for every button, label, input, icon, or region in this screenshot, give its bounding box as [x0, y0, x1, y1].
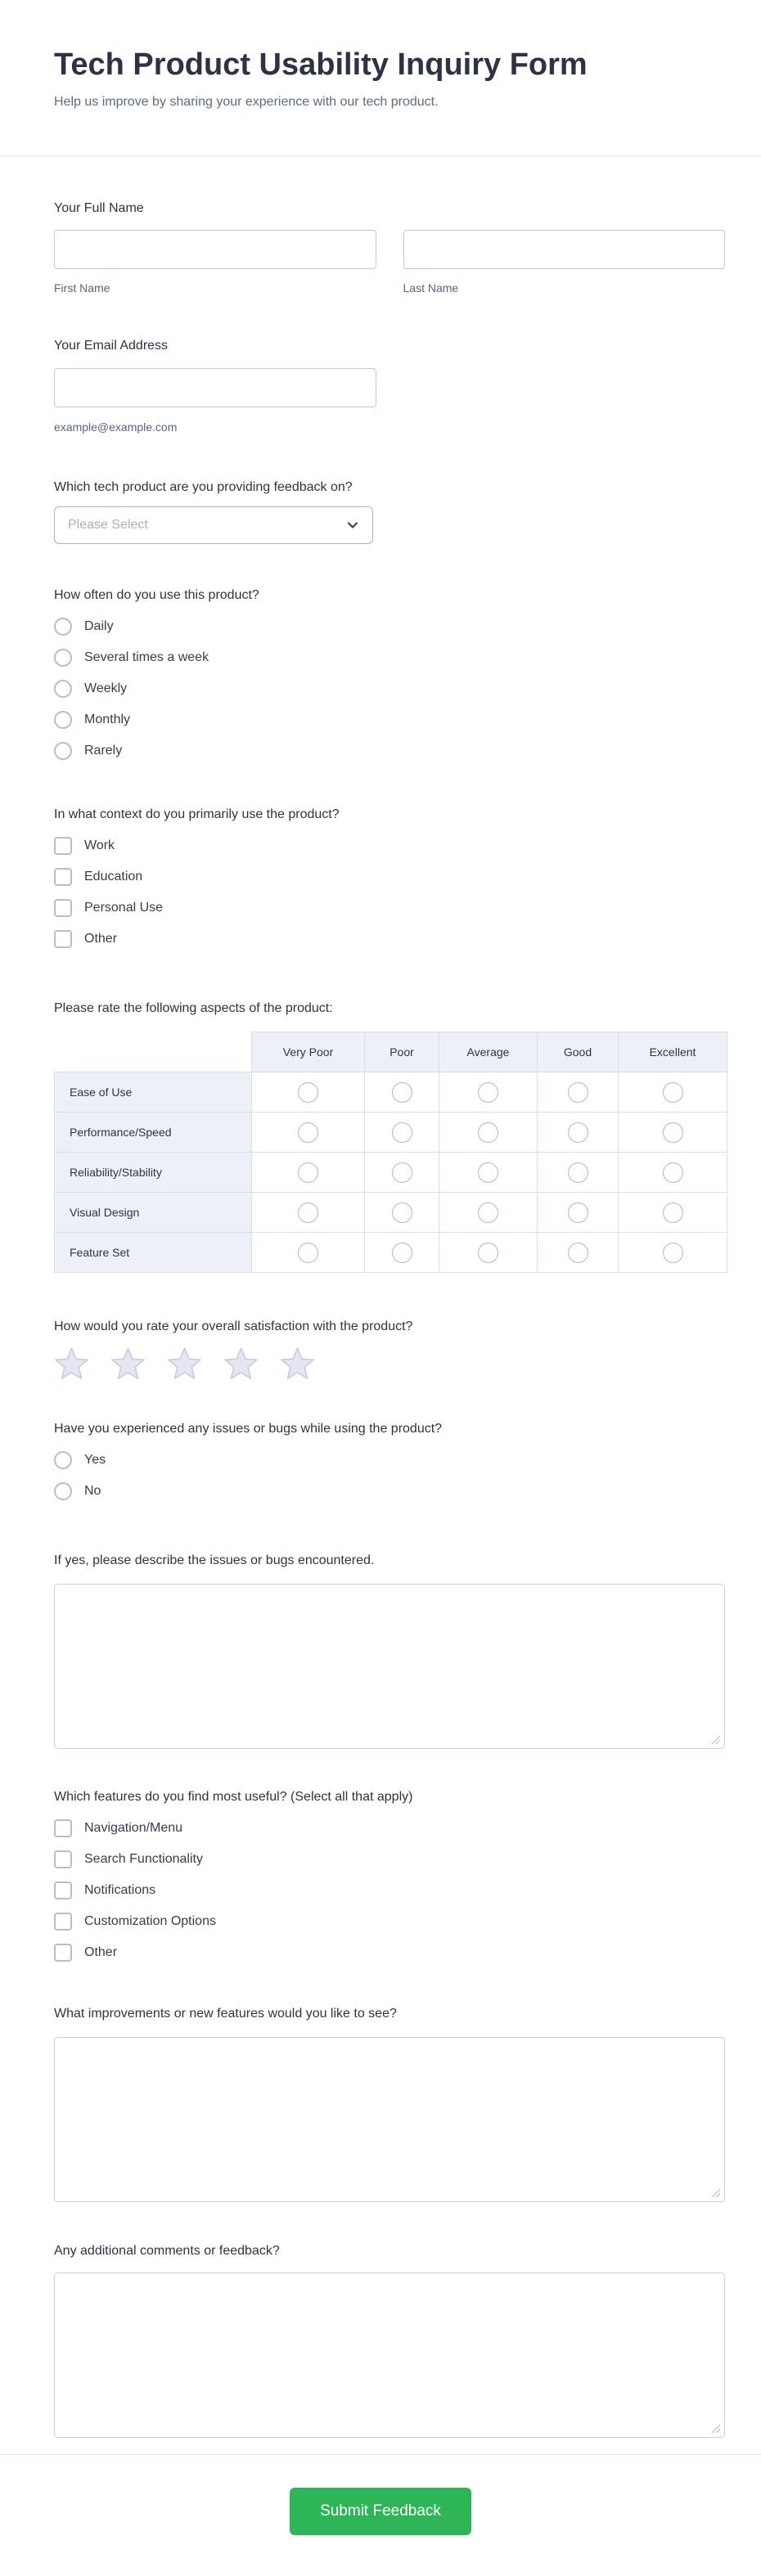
question-frequency: [54, 587, 725, 760]
page-subtitle: Help us improve by sharing your experience with our tech product.: [54, 95, 439, 109]
checkbox-option-personal-use[interactable]: [54, 899, 725, 917]
matrix-row-visual-design: [55, 1193, 727, 1233]
question-label: Your Full Name: [54, 201, 144, 215]
star-icon[interactable]: [223, 1346, 259, 1382]
matrix-col-header-excellent: Excellent: [619, 1032, 727, 1072]
radio-icon[interactable]: [478, 1122, 498, 1143]
matrix-cell-feature-set-very-poor[interactable]: [252, 1233, 365, 1273]
email-input[interactable]: [54, 368, 376, 407]
matrix-cell-reliability-stability-average[interactable]: [439, 1153, 538, 1193]
radio-icon[interactable]: [663, 1243, 683, 1263]
textarea-wrap: [54, 2037, 725, 2202]
matrix-row-label: Reliability/Stability: [55, 1153, 252, 1193]
matrix-cell-feature-set-excellent[interactable]: [619, 1233, 727, 1273]
question-label: What improvements or new features would you like to see?: [54, 2007, 397, 2021]
star-icon[interactable]: [167, 1346, 202, 1382]
first-name-input[interactable]: [54, 230, 376, 269]
matrix-cell-feature-set-average[interactable]: [439, 1233, 538, 1273]
last-name-sublabel: Last Name: [403, 281, 459, 294]
radio-option-several-times-a-week[interactable]: [54, 649, 725, 667]
option-label: Notifications: [84, 1883, 156, 1897]
option-label: Other: [84, 1945, 118, 1959]
resize-handle-icon[interactable]: [711, 1735, 721, 1745]
radio-icon[interactable]: [663, 1082, 683, 1103]
matrix-cell-performance-speed-poor[interactable]: [365, 1113, 439, 1153]
page-title: Tech Product Usability Inquiry Form: [54, 47, 588, 82]
option-label: Search Functionality: [84, 1852, 203, 1866]
radio-icon[interactable]: [54, 1451, 72, 1469]
radio-icon[interactable]: [663, 1122, 683, 1143]
question-issues-description: [54, 1553, 725, 1749]
question-label: How would you rate your overall satisfaction with the product?: [54, 1319, 413, 1333]
product-select[interactable]: [54, 506, 373, 544]
last-name-input[interactable]: [403, 230, 726, 269]
radio-icon[interactable]: [298, 1122, 318, 1143]
star-icon[interactable]: [54, 1346, 89, 1382]
question-matrix: [54, 1000, 725, 1273]
radio-option-monthly[interactable]: [54, 711, 725, 729]
matrix-cell-reliability-stability-good[interactable]: [538, 1153, 619, 1193]
matrix-col-header-average: Average: [439, 1032, 538, 1072]
question-full-name: [54, 200, 725, 295]
option-label: Several times a week: [84, 650, 209, 664]
checkbox-icon[interactable]: [54, 868, 72, 886]
option-label: Weekly: [84, 681, 128, 695]
matrix-row-reliability-stability: [55, 1153, 727, 1193]
question-label: Which tech product are you providing feedback on?: [54, 480, 353, 494]
option-label: Other: [84, 932, 118, 946]
matrix-cell-ease-of-use-good[interactable]: [538, 1072, 619, 1113]
checkbox-icon[interactable]: [54, 1913, 72, 1931]
matrix-cell-performance-speed-very-poor[interactable]: [252, 1113, 365, 1153]
last-name-col: [403, 230, 726, 295]
checkbox-icon[interactable]: [54, 1944, 72, 1962]
checkbox-option-work[interactable]: [54, 837, 725, 855]
radio-icon[interactable]: [54, 711, 72, 729]
radio-option-daily[interactable]: [54, 618, 725, 636]
issues-description-textarea[interactable]: [54, 1584, 725, 1749]
matrix-row-label: Ease of Use: [55, 1072, 252, 1113]
radio-icon[interactable]: [478, 1082, 498, 1103]
matrix-row-label: Visual Design: [55, 1193, 252, 1233]
checkbox-option-customization-options[interactable]: [54, 1913, 725, 1931]
radio-icon[interactable]: [54, 618, 72, 636]
checkbox-option-navigation-menu[interactable]: [54, 1819, 725, 1837]
question-context: [54, 807, 725, 948]
radio-icon[interactable]: [298, 1162, 318, 1183]
question-label: How often do you use this product?: [54, 588, 259, 602]
checkbox-icon[interactable]: [54, 1819, 72, 1837]
checkbox-option-education[interactable]: [54, 868, 725, 886]
matrix-cell-visual-design-excellent[interactable]: [619, 1193, 727, 1233]
checkbox-icon[interactable]: [54, 899, 72, 917]
radio-icon[interactable]: [54, 680, 72, 698]
matrix-row-performance-speed: [55, 1113, 727, 1153]
header-divider: [0, 155, 761, 156]
footer-divider: [0, 2454, 761, 2455]
resize-handle-icon[interactable]: [711, 2188, 721, 2198]
radio-icon[interactable]: [392, 1122, 412, 1143]
form-header: [0, 0, 761, 111]
option-label: Navigation/Menu: [84, 1821, 183, 1835]
question-email: [54, 338, 725, 434]
radio-icon[interactable]: [298, 1203, 318, 1223]
textarea-wrap: [54, 1584, 725, 1749]
matrix-cell-visual-design-very-poor[interactable]: [252, 1193, 365, 1233]
select-placeholder: Please Select: [68, 518, 148, 532]
matrix-col-header-very-poor: Very Poor: [252, 1032, 365, 1072]
radio-icon[interactable]: [568, 1162, 588, 1183]
email-sublabel: example@example.com: [54, 420, 178, 434]
matrix-cell-visual-design-good[interactable]: [538, 1193, 619, 1233]
option-label: Daily: [84, 619, 114, 633]
radio-icon[interactable]: [478, 1203, 498, 1223]
radio-icon[interactable]: [54, 649, 72, 667]
checkbox-icon[interactable]: [54, 930, 72, 948]
checkbox-option-search-functionality[interactable]: [54, 1850, 725, 1868]
question-label: Which features do you find most useful? (Select all that apply): [54, 1790, 413, 1804]
question-label: Please rate the following aspects of the product:: [54, 1001, 333, 1015]
radio-option-rarely[interactable]: [54, 742, 725, 760]
radio-icon[interactable]: [568, 1243, 588, 1263]
radio-option-weekly[interactable]: [54, 680, 725, 698]
chevron-down-icon: [346, 519, 359, 532]
context-options: [54, 837, 725, 948]
radio-icon[interactable]: [478, 1243, 498, 1263]
matrix-cell-feature-set-good[interactable]: [538, 1233, 619, 1273]
radio-icon[interactable]: [568, 1203, 588, 1223]
radio-icon[interactable]: [663, 1203, 683, 1223]
radio-icon[interactable]: [568, 1082, 588, 1103]
radio-icon[interactable]: [478, 1162, 498, 1183]
question-product: [54, 479, 725, 544]
question-satisfaction: [54, 1319, 725, 1382]
question-label: In what context do you primarily use the product?: [54, 807, 340, 821]
submit-button[interactable]: Submit Feedback: [290, 2488, 471, 2535]
submit-row: [0, 2488, 761, 2535]
matrix-cell-ease-of-use-average[interactable]: [439, 1072, 538, 1113]
question-label: Your Email Address: [54, 339, 169, 353]
matrix-cell-visual-design-poor[interactable]: [365, 1193, 439, 1233]
option-label: Customization Options: [84, 1914, 216, 1928]
question-issues: [54, 1421, 725, 1500]
radio-icon[interactable]: [54, 1482, 72, 1500]
matrix-corner-cell: [55, 1032, 252, 1072]
star-icon[interactable]: [280, 1346, 315, 1382]
matrix-cell-reliability-stability-excellent[interactable]: [619, 1153, 727, 1193]
question-label: Have you experienced any issues or bugs while using the product?: [54, 1422, 443, 1436]
matrix-row-feature-set: [55, 1233, 727, 1273]
matrix-row-label: Feature Set: [55, 1233, 252, 1273]
matrix-cell-reliability-stability-very-poor[interactable]: [252, 1153, 365, 1193]
option-label: Yes: [84, 1453, 106, 1467]
comments-textarea[interactable]: [54, 2273, 725, 2438]
matrix-cell-ease-of-use-excellent[interactable]: [619, 1072, 727, 1113]
radio-icon[interactable]: [298, 1082, 318, 1103]
option-label: Education: [84, 870, 143, 883]
radio-icon[interactable]: [663, 1162, 683, 1183]
radio-option-no[interactable]: [54, 1482, 725, 1500]
matrix-row-ease-of-use: [55, 1072, 727, 1113]
matrix-cell-reliability-stability-poor[interactable]: [365, 1153, 439, 1193]
matrix-col-header-good: Good: [538, 1032, 619, 1072]
option-label: No: [84, 1484, 101, 1498]
radio-icon[interactable]: [568, 1122, 588, 1143]
checkbox-option-notifications[interactable]: [54, 1881, 725, 1899]
checkbox-option-other[interactable]: [54, 1944, 725, 1962]
option-label: Personal Use: [84, 901, 164, 915]
matrix-cell-ease-of-use-poor[interactable]: [365, 1072, 439, 1113]
checkbox-icon[interactable]: [54, 837, 72, 855]
checkbox-icon[interactable]: [54, 1881, 72, 1899]
option-label: Rarely: [84, 744, 123, 758]
textarea-wrap: [54, 2273, 725, 2438]
question-label: Any additional comments or feedback?: [54, 2244, 280, 2258]
checkbox-option-other[interactable]: [54, 930, 725, 948]
form-content: [0, 200, 761, 2438]
question-improvements: [54, 2006, 725, 2202]
improvements-textarea[interactable]: [54, 2037, 725, 2202]
matrix-cell-visual-design-average[interactable]: [439, 1193, 538, 1233]
radio-icon[interactable]: [392, 1162, 412, 1183]
issues-options: [54, 1451, 725, 1500]
question-comments: [54, 2243, 725, 2438]
matrix-col-header-poor: Poor: [365, 1032, 439, 1072]
features-options: [54, 1819, 725, 1962]
radio-icon[interactable]: [392, 1203, 412, 1223]
question-label: If yes, please describe the issues or bugs encountered.: [54, 1553, 375, 1567]
rating-matrix-table: [54, 1032, 727, 1273]
radio-icon[interactable]: [298, 1243, 318, 1263]
radio-option-yes[interactable]: [54, 1451, 725, 1469]
checkbox-icon[interactable]: [54, 1850, 72, 1868]
matrix-cell-performance-speed-excellent[interactable]: [619, 1113, 727, 1153]
matrix-row-label: Performance/Speed: [55, 1113, 252, 1153]
radio-icon[interactable]: [54, 742, 72, 760]
matrix-cell-ease-of-use-very-poor[interactable]: [252, 1072, 365, 1113]
matrix-header: [55, 1032, 727, 1072]
radio-icon[interactable]: [392, 1243, 412, 1263]
question-features: [54, 1789, 725, 1962]
matrix-cell-performance-speed-average[interactable]: [439, 1113, 538, 1153]
name-fields-row: [54, 230, 725, 295]
matrix-cell-performance-speed-good[interactable]: [538, 1113, 619, 1153]
radio-icon[interactable]: [392, 1082, 412, 1103]
star-icon[interactable]: [110, 1346, 146, 1382]
matrix-cell-feature-set-poor[interactable]: [365, 1233, 439, 1273]
option-label: Monthly: [84, 713, 131, 726]
first-name-sublabel: First Name: [54, 281, 110, 294]
option-label: Work: [84, 838, 115, 852]
frequency-options: [54, 618, 725, 760]
first-name-col: [54, 230, 376, 295]
star-rating: [54, 1346, 725, 1382]
resize-handle-icon[interactable]: [711, 2424, 721, 2434]
